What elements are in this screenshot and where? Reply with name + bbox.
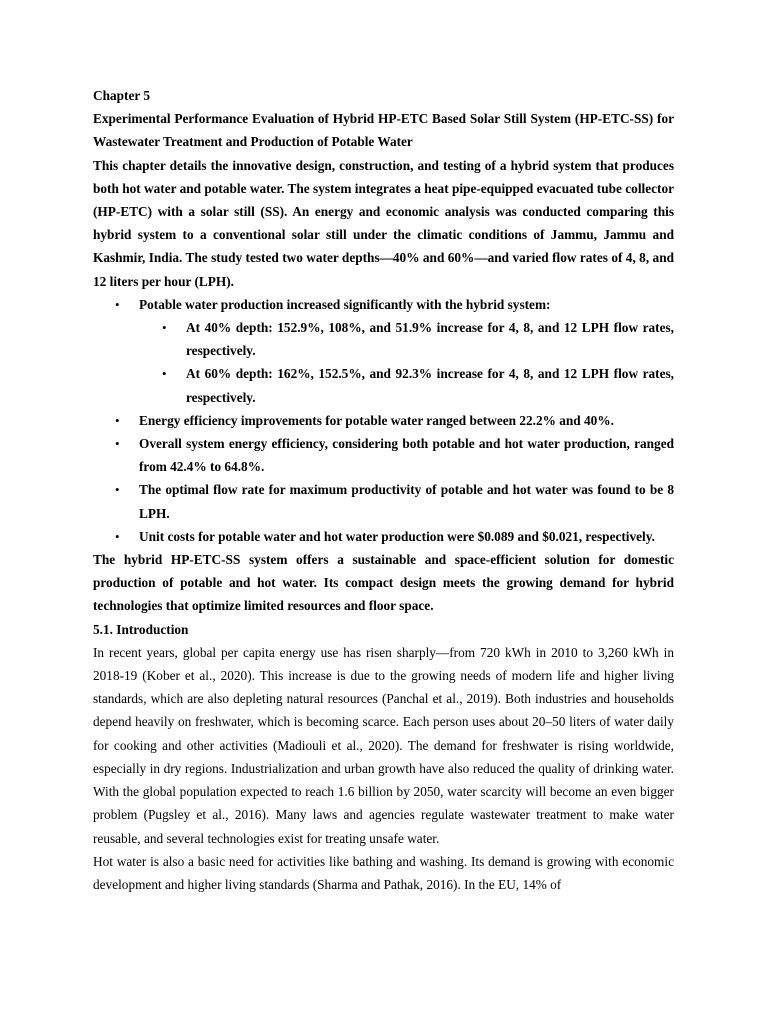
bullet-icon: •: [115, 412, 120, 428]
finding-text: Unit costs for potable water and hot water production were $0.089 and $0.021, respectively.: [139, 528, 655, 544]
findings-list: [93, 293, 674, 548]
finding-overall-efficiency: [93, 432, 674, 478]
abstract-intro: This chapter details the innovative design, construction, and testing of a hybrid system that produces both hot water and potable water. The system integrates a heat pipe-equipped evacuated tube collector (HP-ETC) with a solar still (SS). An energy and economic analysis was conducted comparing this hybrid system to a conventional solar still under the climatic conditions of Jammu, Jammu and Kashmir, India. The study tested two water depths—40% and 60%—and varied flow rates of 4, 8, and 12 liters per hour (LPH).: [93, 157, 674, 289]
finding-text: The optimal flow rate for maximum productivity of potable and hot water was found to be 8 LPH.: [139, 482, 674, 521]
bullet-icon: •: [115, 296, 120, 312]
finding-potable-production: [93, 293, 674, 316]
finding-energy-efficiency: [93, 409, 674, 432]
abstract-conclusion: The hybrid HP-ETC-SS system offers a sustainable and space-efficient solution for domestic production of potable and hot water. Its compact design meets the growing demand for hybrid technologies that optimize limited resources and floor space.: [93, 552, 674, 614]
finding-text: Energy efficiency improvements for potable water ranged between 22.2% and 40%.: [139, 412, 614, 428]
finding-optimal-flow: [93, 478, 674, 524]
section-heading: 5.1. Introduction: [93, 621, 189, 637]
finding-text: Overall system energy efficiency, considering both potable and hot water production, ranged from 42.4% to 64.8%.: [139, 436, 674, 475]
bullet-icon: •: [115, 436, 120, 452]
document-page: [93, 84, 674, 896]
body-paragraph: Hot water is also a basic need for activities like bathing and washing. Its demand is growing with economic development and higher living standards (Sharma and Pathak, 2016). In the EU, 14% of: [93, 853, 674, 892]
chapter-label: Chapter 5: [93, 88, 151, 103]
finding-depth-40: [93, 316, 674, 362]
finding-unit-costs: [93, 525, 674, 548]
finding-depth-60: [93, 362, 674, 408]
finding-text: At 60% depth: 162%, 152.5%, and 92.3% increase for 4, 8, and 12 LPH flow rates, respectively.: [186, 366, 674, 405]
body-paragraph: In recent years, global per capita energy use has risen sharply—from 720 kWh in 2010 to 3,260 kWh in 2018-19 (Kober et al., 2020). This increase is due to the growing needs of modern life and higher living standards, which are also depleting natural resources (Panchal et al., 2019). Both industries and households depend heavily on freshwater, which is becoming scarce. Each person uses about 20–50 liters of water daily for cooking and other activities (Madiouli et al., 2020). The demand for freshwater is rising worldwide, especially in dry regions. Industrialization and urban growth have also reduced the quality of drinking water. With the global population expected to reach 1.6 billion by 2050, water scarcity will become an even bigger problem (Pugsley et al., 2016). Many laws and agencies regulate wastewater treatment to make water reusable, and several technologies exist for treating unsafe water.: [93, 644, 674, 846]
finding-text: Potable water production increased significantly with the hybrid system:: [139, 296, 551, 312]
bullet-icon: •: [115, 482, 120, 498]
chapter-title: Experimental Performance Evaluation of Hybrid HP-ETC Based Solar Still System (HP-ETC-SS) for Wastewater Treatment and Production of Potable Water: [93, 111, 674, 150]
bullet-icon: •: [162, 366, 167, 382]
bullet-icon: •: [162, 320, 167, 336]
finding-text: At 40% depth: 152.9%, 108%, and 51.9% increase for 4, 8, and 12 LPH flow rates, respectively.: [186, 320, 674, 359]
bullet-icon: •: [115, 528, 120, 544]
